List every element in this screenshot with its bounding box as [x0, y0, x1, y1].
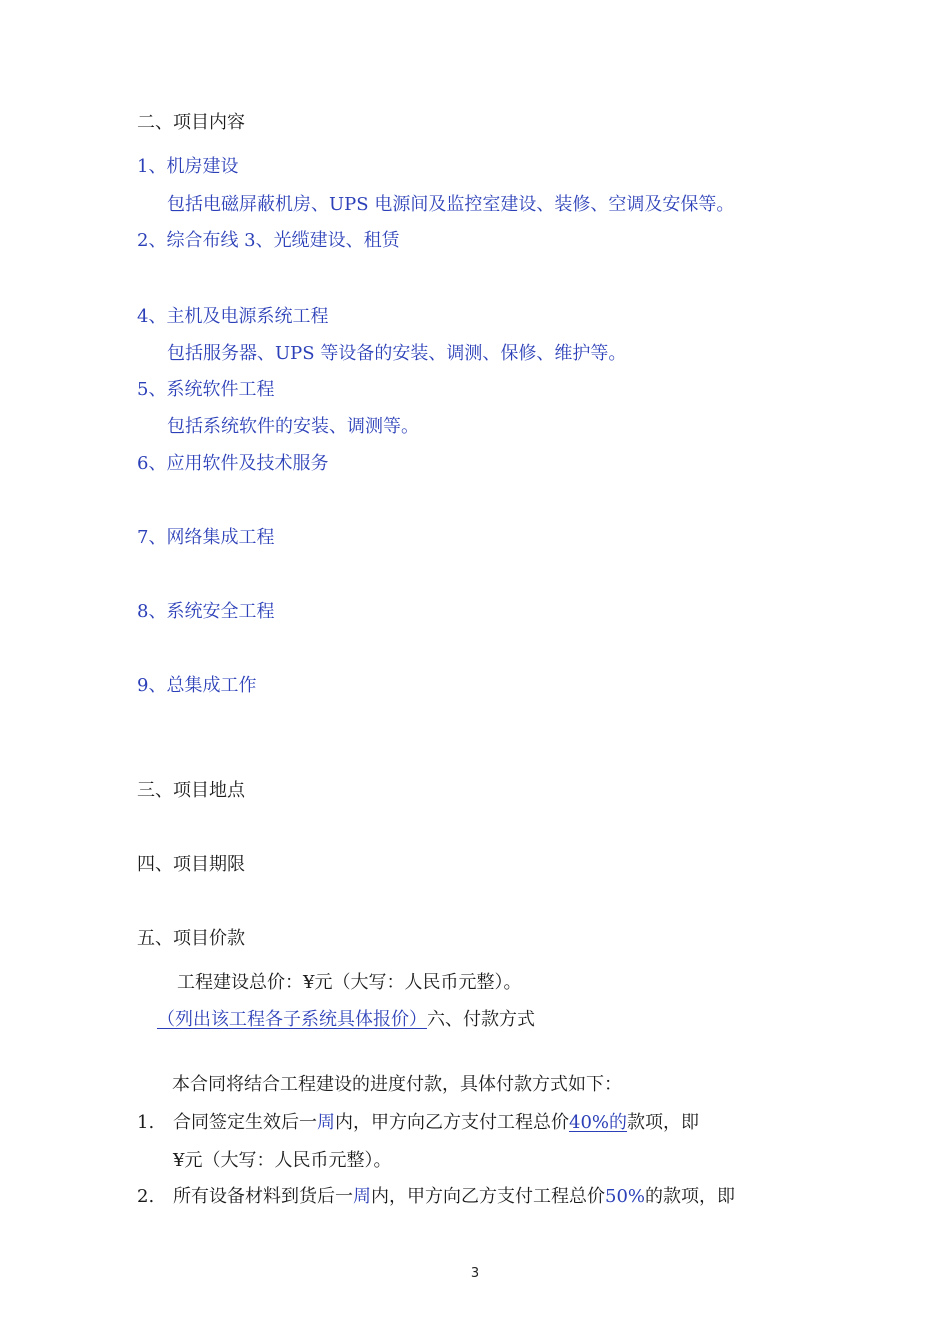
payment-intro: 本合同将结合工程建设的进度付款，具体付款方式如下： [172, 1074, 622, 1095]
item-desc-system-software: 包括系统软件的安装、调测等。 [167, 416, 419, 437]
page-number: 3 [470, 1266, 480, 1281]
item-desc-host-power: 包括服务器、UPS 等设备的安装、调测、保修、维护等。 [167, 343, 627, 364]
section-heading-price: 五、项目价款 [137, 928, 245, 949]
payment-item-1-number: 1. [137, 1112, 155, 1133]
payment-item-2-week: 周 [353, 1186, 371, 1207]
payment-item-1 [137, 1111, 699, 1135]
section-heading-period: 四、项目期限 [137, 854, 245, 875]
payment-item-2-text-a: 所有设备材料到货后一 [173, 1186, 353, 1207]
price-total-line: 工程建设总价：¥元（大写：人民币元整）。 [177, 972, 522, 993]
section-heading-content: 二、项目内容 [137, 112, 245, 133]
payment-item-2-percent: 50% [605, 1186, 646, 1207]
payment-item-2 [137, 1185, 735, 1209]
item-title-machine-room: 1、机房建设 [137, 156, 239, 177]
item-desc-machine-room: 包括电磁屏蔽机房、UPS 电源间及监控室建设、装修、空调及安保等。 [167, 194, 735, 215]
item-title-cabling: 2、综合布线 3、光缆建设、租赁 [137, 230, 400, 251]
payment-item-1-amount: ¥元（大写：人民币元整）。 [173, 1150, 392, 1171]
item-title-system-security: 8、系统安全工程 [137, 601, 275, 622]
payment-item-1-text-c: 款项，即 [627, 1112, 700, 1133]
payment-item-2-text-b: 内，甲方向乙方支付工程总价 [371, 1186, 605, 1207]
payment-item-1-text-b: 内，甲方向乙方支付工程总价 [335, 1112, 569, 1133]
item-title-system-software: 5、系统软件工程 [137, 379, 275, 400]
item-title-host-power: 4、主机及电源系统工程 [137, 306, 329, 327]
payment-item-1-week: 周 [317, 1112, 335, 1133]
payment-item-2-text-c: 的款项，即 [645, 1186, 736, 1207]
section-heading-payment: 六、付款方式 [427, 1009, 535, 1030]
section-heading-location: 三、项目地点 [137, 780, 245, 801]
item-title-general-integration: 9、总集成工作 [137, 675, 257, 696]
item-title-network-integration: 7、网络集成工程 [137, 527, 275, 548]
payment-item-1-text-a: 合同签定生效后一 [173, 1112, 317, 1133]
item-title-application-software: 6、应用软件及技术服务 [137, 453, 329, 474]
payment-item-2-number: 2. [137, 1186, 155, 1207]
price-note-and-payment-heading [157, 1008, 535, 1032]
payment-item-1-percent: 40%的 [569, 1112, 628, 1133]
price-list-note: （列出该工程各子系统具体报价） [157, 1009, 427, 1030]
